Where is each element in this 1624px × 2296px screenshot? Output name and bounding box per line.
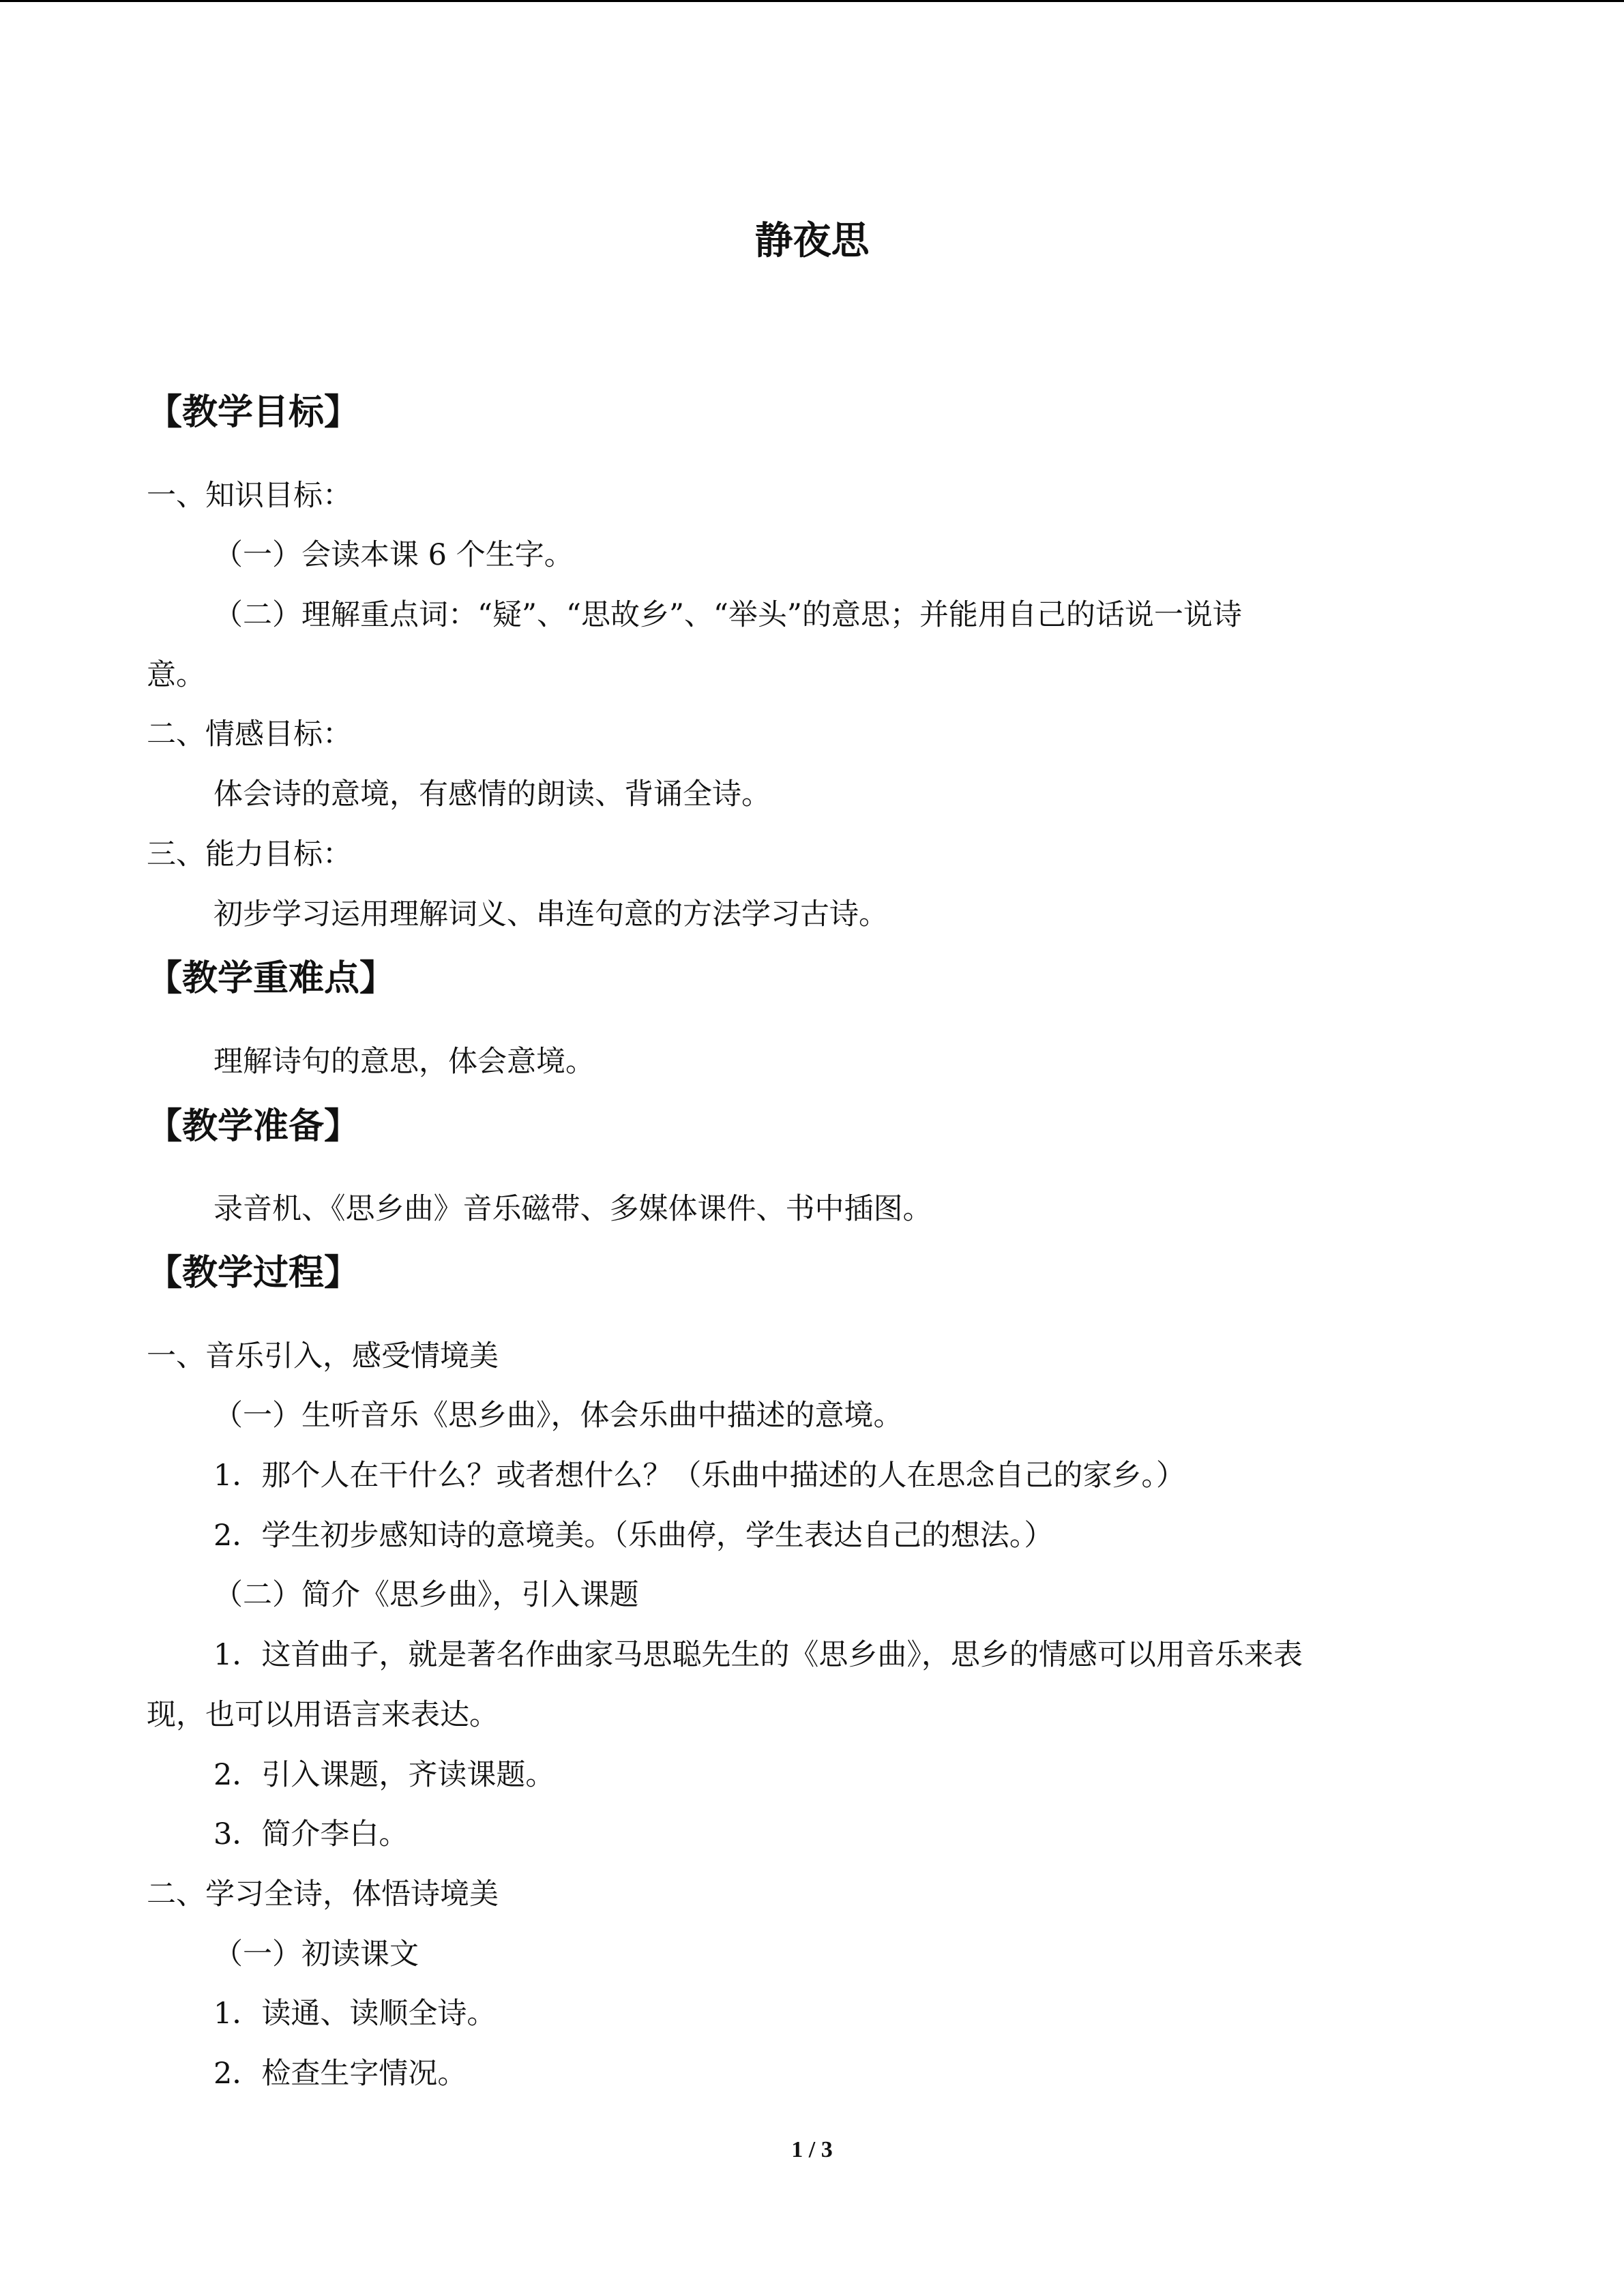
- knowledge-goal-item-1: （一）会读本课 6 个生字。: [213, 538, 574, 572]
- key-points-text: 理解诗句的意思，体会意境。: [213, 1045, 595, 1079]
- process-part-2-sub-1: （一）初读课文: [213, 1937, 419, 1971]
- process-part-2-sub-1-item-2: 2．检查生字情况。: [213, 2057, 467, 2091]
- preparation-heading: 【教学准备】: [147, 1106, 360, 1147]
- process-part-1-sub-2: （二）简介《思乡曲》，引入课题: [213, 1578, 639, 1612]
- ability-goal-text: 初步学习运用理解词义、串连句意的方法学习古诗。: [213, 897, 888, 931]
- process-part-1-title: 一、音乐引入，感受情境美: [147, 1339, 499, 1373]
- emotion-goal-text: 体会诗的意境，有感情的朗读、背诵全诗。: [213, 777, 771, 811]
- page-top-border: [0, 0, 1624, 2]
- emotion-goal-label: 二、情感目标：: [147, 717, 352, 751]
- document-title: 静夜思: [754, 219, 870, 263]
- process-part-1-sub-2-item-1-line-1: 1．这首曲子，就是著名作曲家马思聪先生的《思乡曲》，思乡的情感可以用音乐来表: [213, 1638, 1303, 1672]
- process-part-2-sub-1-item-1: 1．读通、读顺全诗。: [213, 1997, 497, 2031]
- process-part-1-sub-2-item-3: 3．简介李白。: [213, 1817, 409, 1851]
- page-number: 1 / 3: [791, 2137, 833, 2162]
- ability-goal-label: 三、能力目标：: [147, 837, 352, 871]
- knowledge-goal-item-2-line-2: 意。: [147, 658, 205, 692]
- process-part-2-title: 二、学习全诗，体悟诗境美: [147, 1877, 499, 1911]
- knowledge-goal-label: 一、知识目标：: [147, 479, 352, 513]
- goals-heading: 【教学目标】: [147, 392, 360, 433]
- preparation-text: 录音机、《思乡曲》音乐磁带、多媒体课件、书中插图。: [213, 1192, 932, 1226]
- knowledge-goal-item-2-line-1: （二）理解重点词：“疑”、“思故乡”、“举头”的意思；并能用自己的话说一说诗: [213, 598, 1242, 632]
- process-part-1-sub-2-item-1-line-2: 现，也可以用语言来表达。: [147, 1698, 499, 1732]
- process-part-1-sub-1-item-1: 1．那个人在干什么？或者想什么？（乐曲中描述的人在思念自己的家乡。）: [213, 1459, 1185, 1493]
- process-part-1-sub-2-item-2: 2．引入课题，齐读课题。: [213, 1758, 555, 1792]
- process-part-1-sub-1-item-2: 2．学生初步感知诗的意境美。（乐曲停，学生表达自己的想法。）: [213, 1519, 1054, 1553]
- key-points-heading: 【教学重难点】: [147, 958, 396, 999]
- process-part-1-sub-1: （一）生听音乐《思乡曲》，体会乐曲中描述的意境。: [213, 1399, 903, 1433]
- process-heading: 【教学过程】: [147, 1253, 360, 1294]
